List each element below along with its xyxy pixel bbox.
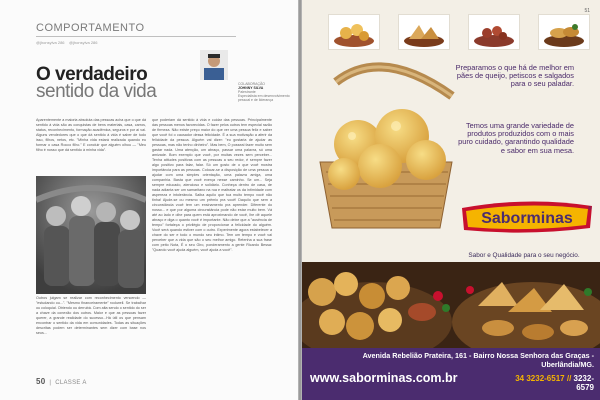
group-photo bbox=[36, 176, 146, 294]
article-column-1: Aparentemente a maioria absoluta das pessoas acha que o que dá sentido à vida são as conquistas de bens materiais, casa, carros, status, reconhecimento, formação acadêmica, seguros e por aí vai. Alguns vendedores que o que dá sentido à vida é saber de tudo isso, filhos, netos, etc. "Minha vida estará realizada quando eu formar o casa Rocco filho." E concluir que alguém olhou — "Meu filho é nosso que dá sentido à minha vida". bbox=[36, 118, 146, 152]
author-role: Palestrante bbox=[238, 90, 256, 94]
store-address: Avenida Rebelião Prateira, 161 - Bairro Nossa Senhora das Graças - Uberlândia/MG. bbox=[362, 351, 594, 369]
headline-line-2: sentido da vida bbox=[36, 81, 157, 102]
phone-separator: // bbox=[566, 374, 572, 383]
ad-tagline-1: Preparamos o que há de melhor em pães de queijo, petiscos e salgados para o seu paladar. bbox=[455, 63, 574, 89]
author-description: Especialista em desenvolvimento pessoal e de liderança bbox=[238, 94, 290, 102]
phone-1: 34 3232-6517 bbox=[515, 374, 565, 383]
page-number: 50 bbox=[36, 377, 46, 386]
bread-basket-image bbox=[302, 52, 462, 252]
thumbnail-snacks bbox=[538, 14, 590, 50]
section-divider bbox=[36, 36, 236, 37]
ad-tagline-2: Temos uma grande variedade de produtos produzidos com o mais puro cuidado, garantindo qualidade e sabor em sua mesa. bbox=[458, 121, 574, 155]
saborminas-logo bbox=[458, 198, 596, 236]
section-title: COMPORTAMENTO bbox=[36, 22, 145, 34]
phone-2: 3232-6579 bbox=[573, 374, 594, 392]
article-column-2: que poderiam dá sentido à vida e cuidar das pessoas. Principalmente das pessoas menos favorecidas. O fazer pelos outros tem especial razão de firmeza. Não existe preço maior do que ver uma pessoa feliz e saber que você foi o causador dessa felicidade. É a sua motivação a aferir da felicidade da pessoa. Alguém vai dizer: "eu gostaria de ajudar as pessoas, mas não tenho dinheiro". Mas bem, O posseal fazer muito sem gastar nada. Uma atenção, um abraço, passar uma palavra, só uma amizade. Bom exemplo que você, por muitas vezes sem perceber... Tenha atitudes positivas com as pessoas a seu redor, é sempre fazer algo positivo para falar, falar. Só um gosto de o que você mostra importância para as pessoas. Colocar-se a disposição de uma pessoa a ajudar com uma simples orientação, uma palavra amiga, uma companhia. Basta que você exerça nesse caminho. Se um... Seja sempre educado, atencioso e solidário. Conheça dentro de casa, de nada adianta ser um samaritano na rua e maltratar os da intimidade com aspereza e intolerância. Saiba aquilo que tua muito tempo você não tinha! Ajude-se ou mesmo um prêmio pra você! Daquilo que sem a circunstância você tem um ensinamento pra aprender. Diferente do nosso... e que por alguma circunstância pode não estar muito bem. Vá até ao lado e olhe para quem está aproximando de você, lhe dê aquele abraço e diga o quanto você é importante. Não deixe que a "ausência de tempo" fortaleça o privilégio de proporcionar a felicidade do alguém. Você será quando estiver com o outro. Experimente agora estabelecer a chave do ser e todo o mundo seu intimo. Tem um tempo e você vai perceber que a vida que são o seu melhor amigo. Retenha a sua frase com peito Nota, É o seu Giro, ponderamento a gente Ricardo Bessa: "Quando você ajuda alguém, você ajuda a você". bbox=[152, 118, 272, 252]
phone-numbers bbox=[498, 374, 594, 392]
author-byline bbox=[238, 82, 293, 102]
page-folio: 50 | CLASSE A bbox=[36, 377, 87, 386]
article-column-1-continued: Outros julgam se realizar com reconhecimento vencendo — "estudando ou...". "Mesmo financeiramente" rockwell. Se trabalhar ou coloquial. Obtendo ou derrubá. Com alta sendo o sentido do ser a chave da conexão dos outros. Maior e que as pessoas fazer querer, a grande realidade do sucesso...Há útil os que pensam encontrar o sentido da vida em comunidades. Todas as situações descritas podem ser determinantes sem dizer com base nos seus... bbox=[36, 296, 146, 335]
headline-line-1: O verdadeiro bbox=[36, 64, 148, 85]
brand-registered-mark: ® bbox=[588, 206, 592, 212]
author-portrait bbox=[200, 50, 228, 80]
thumbnail-pastries bbox=[398, 14, 450, 50]
left-page bbox=[0, 0, 298, 400]
brand-name: Saborminas bbox=[481, 210, 573, 227]
page-marker: 51 bbox=[584, 8, 590, 14]
author-name: JOHNNY SILVA bbox=[238, 86, 264, 90]
right-page-advertisement bbox=[302, 0, 600, 400]
brand-tagline: Sabor e Qualidade para o seu negócio. bbox=[468, 252, 580, 259]
magazine-name: CLASSE A bbox=[55, 380, 87, 386]
byline-label: COLABORAÇÃO bbox=[238, 82, 266, 86]
social-handle: @jhonsylva 286 bbox=[68, 40, 98, 45]
website-link[interactable]: www.saborminas.com.br bbox=[310, 371, 458, 385]
social-handles bbox=[36, 40, 98, 45]
article-headline bbox=[36, 66, 206, 100]
thumbnail-meatballs bbox=[468, 14, 520, 50]
social-handle: @jhonsylva 286 bbox=[36, 40, 65, 45]
product-thumbnails bbox=[328, 14, 588, 50]
thumbnail-cheese-balls bbox=[328, 14, 380, 50]
